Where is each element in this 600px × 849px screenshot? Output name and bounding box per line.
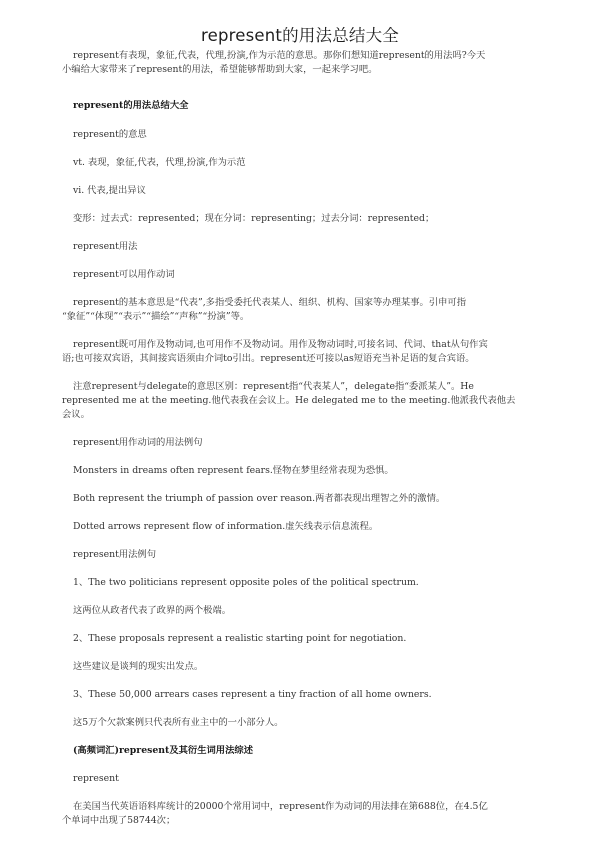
verb-example-3: Dotted arrows represent flow of information.虚矢线表示信息流程。 bbox=[73, 521, 379, 532]
section-2-heading: (高频词汇)represent及其衍生词用法综述 bbox=[73, 745, 253, 756]
intro-line-1: represent有表现，象征,代表，代理,扮演,作为示范的意思。那你们想知道represent的用法吗?今天 bbox=[73, 50, 486, 61]
basic-meaning-line-2: “象征”“体现”“表示”“描绘”“声称”“扮演”等。 bbox=[62, 311, 250, 322]
note-line-2: represented me at the meeting.他代表我在会议上。He delegated me to the meeting.他派我代表他去 bbox=[62, 395, 516, 406]
meaning-vi: vi. 代表,提出异议 bbox=[73, 185, 146, 196]
usage-verb: represent可以用作动词 bbox=[73, 269, 175, 280]
basic-meaning-line-1: represent的基本意思是“代表”,多指受委托代表某人、组织、机构、国家等办理某事。引申可指 bbox=[73, 297, 466, 308]
example-3-zh: 这5万个欠款案例只代表所有业主中的一小部分人。 bbox=[73, 717, 284, 728]
note-line-3: 会议。 bbox=[62, 409, 90, 420]
word-forms: 变形：过去式：represented；现在分词：representing；过去分词：represented； bbox=[73, 213, 435, 224]
frequency-line-2: 个单词中出现了58744次； bbox=[62, 815, 176, 826]
meaning-vt: vt. 表现，象征,代表，代理,扮演,作为示范 bbox=[73, 157, 246, 168]
verb-example-1: Monsters in dreams often represent fears.怪物在梦里经常表现为恐惧。 bbox=[73, 465, 394, 476]
meaning-heading: represent的意思 bbox=[73, 129, 147, 140]
example-1-en: 1、The two politicians represent opposite poles of the political spectrum. bbox=[73, 577, 419, 588]
verb-example-2: Both represent the triumph of passion over reason.两者都表现出理智之外的激情。 bbox=[73, 493, 446, 504]
example-1-zh: 这两位从政者代表了政界的两个极端。 bbox=[73, 605, 232, 616]
example-2-en: 2、These proposals represent a realistic starting point for negotiation. bbox=[73, 633, 407, 644]
usage-heading: represent用法 bbox=[73, 241, 138, 252]
section-1-heading: represent的用法总结大全 bbox=[73, 100, 189, 111]
example-3-en: 3、These 50,000 arrears cases represent a tiny fraction of all home owners. bbox=[73, 689, 432, 700]
intro-line-2: 小编给大家带来了represent的用法，希望能够帮助到大家，一起来学习吧。 bbox=[62, 64, 378, 75]
frequency-line-1: 在美国当代英语语料库统计的20000个常用词中，represent作为动词的用法排在第688位，在4.5亿 bbox=[73, 801, 488, 812]
note-line-1: 注意represent与delegate的意思区别：represent指“代表某人”，delegate指“委派某人”。He bbox=[73, 381, 474, 392]
transitive-line-2: 语;也可接双宾语，其间接宾语须由介词to引出。represent还可接以as短语充当补足语的复合宾语。 bbox=[62, 353, 475, 364]
word-heading: represent bbox=[73, 773, 119, 784]
page-title: represent的用法总结大全 bbox=[201, 26, 399, 45]
example-2-zh: 这些建议是谈判的现实出发点。 bbox=[73, 661, 204, 672]
verb-examples-heading: represent用作动词的用法例句 bbox=[73, 437, 203, 448]
transitive-line-1: represent既可用作及物动词,也可用作不及物动词。用作及物动词时,可接名词、代词、that从句作宾 bbox=[73, 339, 488, 350]
examples-heading: represent用法例句 bbox=[73, 549, 157, 560]
